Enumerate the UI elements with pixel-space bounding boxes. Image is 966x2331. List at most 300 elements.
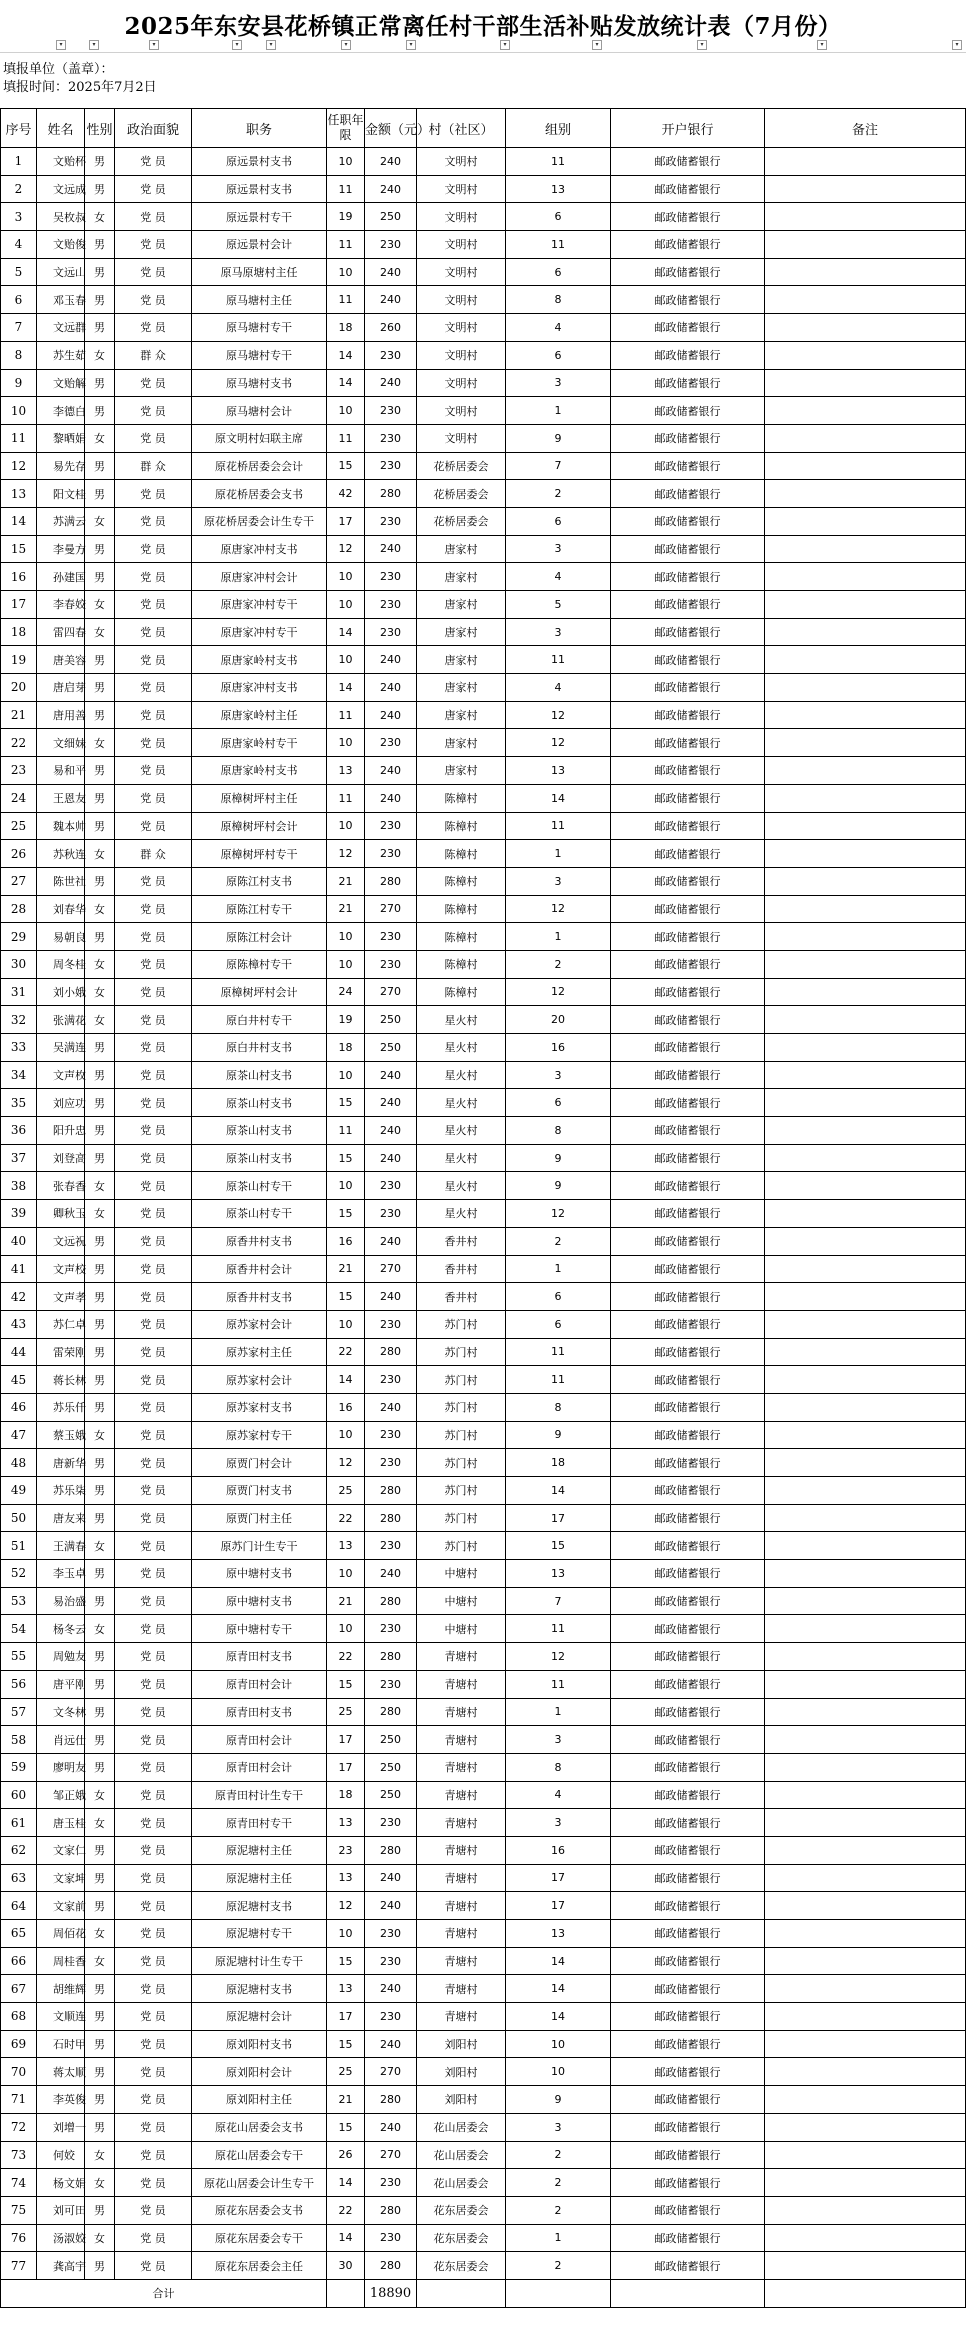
cell-remark	[765, 2030, 966, 2058]
cell-position: 原樟树坪村会计	[192, 978, 327, 1006]
cell-seq: 22	[1, 729, 37, 757]
cell-tenure: 15	[327, 1144, 365, 1172]
cell-gender: 男	[85, 646, 115, 674]
cell-tenure: 10	[327, 812, 365, 840]
cell-gender: 男	[85, 1227, 115, 1255]
cell-political: 党 员	[115, 286, 192, 314]
filter-dropdown-icon[interactable]: ▾	[406, 40, 416, 50]
cell-group: 2	[506, 950, 611, 978]
cell-position: 原泥塘村会计	[192, 2003, 327, 2031]
cell-group: 17	[506, 1864, 611, 1892]
cell-political: 党 员	[115, 2086, 192, 2114]
table-row	[1, 1532, 966, 1560]
cell-name: 刘应功	[37, 1089, 85, 1117]
cell-bank: 邮政储蓄银行	[611, 1144, 765, 1172]
cell-tenure: 22	[327, 1338, 365, 1366]
cell-gender: 男	[85, 701, 115, 729]
cell-remark	[765, 1310, 966, 1338]
cell-group: 7	[506, 1587, 611, 1615]
cell-political: 党 员	[115, 1421, 192, 1449]
cell-amount: 270	[365, 978, 417, 1006]
cell-village: 唐家村	[417, 618, 506, 646]
cell-seq: 33	[1, 1034, 37, 1062]
cell-name: 易治盛	[37, 1587, 85, 1615]
cell-seq: 60	[1, 1781, 37, 1809]
cell-bank: 邮政储蓄银行	[611, 646, 765, 674]
cell-group: 4	[506, 1781, 611, 1809]
cell-amount: 270	[365, 2141, 417, 2169]
cell-remark	[765, 1753, 966, 1781]
cell-tenure: 22	[327, 1643, 365, 1671]
table-row	[1, 2113, 966, 2141]
cell-name: 杨文娟	[37, 2169, 85, 2197]
cell-political: 群 众	[115, 341, 192, 369]
filter-dropdown-icon[interactable]: ▾	[232, 40, 242, 50]
cell-name: 文贻俊	[37, 231, 85, 259]
cell-bank: 邮政储蓄银行	[611, 1753, 765, 1781]
cell-group: 14	[506, 1947, 611, 1975]
cell-bank: 邮政储蓄银行	[611, 618, 765, 646]
cell-gender: 男	[85, 674, 115, 702]
filter-dropdown-icon[interactable]: ▾	[89, 40, 99, 50]
table-row	[1, 895, 966, 923]
cell-village: 唐家村	[417, 674, 506, 702]
cell-village: 星火村	[417, 1117, 506, 1145]
cell-group: 8	[506, 1753, 611, 1781]
cell-amount: 250	[365, 203, 417, 231]
cell-position: 原马塘村会计	[192, 397, 327, 425]
cell-remark	[765, 314, 966, 342]
cell-tenure: 15	[327, 1947, 365, 1975]
cell-remark	[765, 1338, 966, 1366]
cell-bank: 邮政储蓄银行	[611, 784, 765, 812]
cell-bank: 邮政储蓄银行	[611, 535, 765, 563]
cell-gender: 男	[85, 1366, 115, 1394]
cell-bank: 邮政储蓄银行	[611, 2252, 765, 2280]
cell-group: 12	[506, 701, 611, 729]
cell-group: 10	[506, 2030, 611, 2058]
cell-bank: 邮政储蓄银行	[611, 2141, 765, 2169]
cell-gender: 男	[85, 148, 115, 176]
cell-remark	[765, 231, 966, 259]
cell-remark	[765, 591, 966, 619]
cell-position: 原唐家冲村支书	[192, 535, 327, 563]
cell-position: 原远景村会计	[192, 231, 327, 259]
cell-village: 星火村	[417, 1144, 506, 1172]
cell-tenure: 18	[327, 314, 365, 342]
cell-group: 3	[506, 867, 611, 895]
cell-position: 原茶山村专干	[192, 1200, 327, 1228]
cell-village: 青塘村	[417, 1753, 506, 1781]
cell-tenure: 19	[327, 1006, 365, 1034]
filter-dropdown-icon[interactable]: ▾	[56, 40, 66, 50]
cell-seq: 52	[1, 1560, 37, 1588]
cell-position: 原青田村支书	[192, 1698, 327, 1726]
cell-gender: 男	[85, 1310, 115, 1338]
cell-name: 卿秋玉	[37, 1200, 85, 1228]
col-header-group: 组别	[506, 109, 611, 148]
cell-bank: 邮政储蓄银行	[611, 701, 765, 729]
cell-bank: 邮政储蓄银行	[611, 729, 765, 757]
filter-dropdown-icon[interactable]: ▾	[952, 40, 962, 50]
cell-tenure: 15	[327, 2030, 365, 2058]
cell-tenure: 10	[327, 1061, 365, 1089]
cell-name: 苏仁卓	[37, 1310, 85, 1338]
cell-seq: 53	[1, 1587, 37, 1615]
cell-name: 王恩友	[37, 784, 85, 812]
cell-bank: 邮政储蓄银行	[611, 2003, 765, 2031]
table-row	[1, 1393, 966, 1421]
cell-tenure: 21	[327, 895, 365, 923]
cell-gender: 男	[85, 314, 115, 342]
cell-village: 文明村	[417, 258, 506, 286]
cell-gender: 女	[85, 2169, 115, 2197]
cell-gender: 男	[85, 2030, 115, 2058]
cell-village: 中塘村	[417, 1587, 506, 1615]
cell-village: 唐家村	[417, 563, 506, 591]
cell-political: 党 员	[115, 1920, 192, 1948]
cell-amount: 230	[365, 591, 417, 619]
cell-political: 党 员	[115, 978, 192, 1006]
cell-group: 11	[506, 1615, 611, 1643]
cell-position: 原泥塘村主任	[192, 1864, 327, 1892]
cell-position: 原泥塘村专干	[192, 1920, 327, 1948]
table-row	[1, 507, 966, 535]
filter-dropdown-icon[interactable]: ▾	[817, 40, 827, 50]
cell-political: 党 员	[115, 1089, 192, 1117]
cell-remark	[765, 1255, 966, 1283]
cell-seq: 59	[1, 1753, 37, 1781]
cell-position: 原唐家冲村支书	[192, 674, 327, 702]
cell-bank: 邮政储蓄银行	[611, 1643, 765, 1671]
cell-political: 党 员	[115, 1227, 192, 1255]
cell-political: 党 员	[115, 784, 192, 812]
cell-gender: 男	[85, 1034, 115, 1062]
cell-tenure: 14	[327, 1366, 365, 1394]
cell-bank: 邮政储蓄银行	[611, 148, 765, 176]
cell-position: 原唐家冲村专干	[192, 591, 327, 619]
cell-gender: 男	[85, 535, 115, 563]
cell-seq: 19	[1, 646, 37, 674]
cell-seq: 3	[1, 203, 37, 231]
cell-bank: 邮政储蓄银行	[611, 1034, 765, 1062]
cell-name: 苏乐仟	[37, 1393, 85, 1421]
cell-bank: 邮政储蓄银行	[611, 1947, 765, 1975]
cell-name: 文远山	[37, 258, 85, 286]
cell-tenure: 21	[327, 1255, 365, 1283]
cell-tenure: 10	[327, 1615, 365, 1643]
table-row	[1, 1643, 966, 1671]
cell-position: 原陈江村专干	[192, 895, 327, 923]
cell-political: 党 员	[115, 867, 192, 895]
cell-tenure: 15	[327, 1089, 365, 1117]
cell-bank: 邮政储蓄银行	[611, 757, 765, 785]
table-row	[1, 1200, 966, 1228]
cell-village: 中塘村	[417, 1560, 506, 1588]
cell-group: 3	[506, 618, 611, 646]
cell-name: 黎晒娟	[37, 424, 85, 452]
cell-position: 原茶山村支书	[192, 1144, 327, 1172]
col-header-bank: 开户银行	[611, 109, 765, 148]
table-row	[1, 148, 966, 176]
cell-bank: 邮政储蓄银行	[611, 895, 765, 923]
table-row	[1, 1061, 966, 1089]
cell-bank: 邮政储蓄银行	[611, 1504, 765, 1532]
cell-political: 党 员	[115, 812, 192, 840]
cell-name: 文细妹	[37, 729, 85, 757]
cell-political: 党 员	[115, 1836, 192, 1864]
col-header-tenure: 任职年限	[327, 109, 365, 148]
table-row	[1, 258, 966, 286]
cell-seq: 66	[1, 1947, 37, 1975]
cell-bank: 邮政储蓄银行	[611, 867, 765, 895]
cell-name: 蒋太顺	[37, 2058, 85, 2086]
cell-bank: 邮政储蓄银行	[611, 2169, 765, 2197]
cell-name: 文声校	[37, 1255, 85, 1283]
cell-seq: 44	[1, 1338, 37, 1366]
cell-name: 何姣	[37, 2141, 85, 2169]
cell-village: 青塘村	[417, 2003, 506, 2031]
cell-bank: 邮政储蓄银行	[611, 1781, 765, 1809]
cell-tenure: 13	[327, 1864, 365, 1892]
cell-tenure: 10	[327, 563, 365, 591]
cell-seq: 2	[1, 175, 37, 203]
cell-position: 原茶山村支书	[192, 1089, 327, 1117]
cell-political: 党 员	[115, 507, 192, 535]
cell-amount: 230	[365, 812, 417, 840]
cell-name: 文远群	[37, 314, 85, 342]
cell-village: 苏门村	[417, 1532, 506, 1560]
cell-gender: 女	[85, 1200, 115, 1228]
cell-seq: 38	[1, 1172, 37, 1200]
cell-gender: 女	[85, 2224, 115, 2252]
cell-bank: 邮政储蓄银行	[611, 397, 765, 425]
cell-gender: 男	[85, 397, 115, 425]
cell-village: 青塘村	[417, 1836, 506, 1864]
cell-tenure: 13	[327, 1975, 365, 2003]
cell-group: 7	[506, 452, 611, 480]
cell-name: 文声孝	[37, 1283, 85, 1311]
cell-seq: 4	[1, 231, 37, 259]
cell-seq: 64	[1, 1892, 37, 1920]
cell-tenure: 15	[327, 2113, 365, 2141]
cell-position: 原中塘村专干	[192, 1615, 327, 1643]
filter-dropdown-icon[interactable]: ▾	[592, 40, 602, 50]
cell-village: 陈樟村	[417, 867, 506, 895]
cell-group: 17	[506, 1504, 611, 1532]
cell-remark	[765, 840, 966, 868]
cell-group: 11	[506, 1366, 611, 1394]
cell-position: 原苏门计生专干	[192, 1532, 327, 1560]
cell-name: 苏乐柒	[37, 1477, 85, 1505]
cell-remark	[765, 1643, 966, 1671]
cell-bank: 邮政储蓄银行	[611, 1615, 765, 1643]
cell-tenure: 13	[327, 757, 365, 785]
cell-seq: 11	[1, 424, 37, 452]
cell-village: 唐家村	[417, 757, 506, 785]
cell-seq: 16	[1, 563, 37, 591]
cell-tenure: 15	[327, 1283, 365, 1311]
total-blank-cell	[506, 2279, 611, 2307]
filter-dropdown-icon[interactable]: ▾	[697, 40, 707, 50]
cell-political: 党 员	[115, 1117, 192, 1145]
cell-bank: 邮政储蓄银行	[611, 369, 765, 397]
cell-name: 李玉卓	[37, 1560, 85, 1588]
cell-tenure: 15	[327, 1200, 365, 1228]
filter-dropdown-icon[interactable]: ▾	[266, 40, 276, 50]
cell-name: 刘小娥	[37, 978, 85, 1006]
table-row	[1, 784, 966, 812]
cell-village: 苏门村	[417, 1366, 506, 1394]
cell-tenure: 17	[327, 2003, 365, 2031]
cell-amount: 240	[365, 701, 417, 729]
cell-amount: 240	[365, 175, 417, 203]
cell-tenure: 21	[327, 867, 365, 895]
table-row	[1, 812, 966, 840]
cell-political: 党 员	[115, 1864, 192, 1892]
cell-bank: 邮政储蓄银行	[611, 1283, 765, 1311]
cell-remark	[765, 1670, 966, 1698]
cell-village: 苏门村	[417, 1338, 506, 1366]
cell-position: 原花桥居委会支书	[192, 480, 327, 508]
filter-dropdown-icon[interactable]: ▾	[341, 40, 351, 50]
table-row	[1, 203, 966, 231]
cell-group: 16	[506, 1034, 611, 1062]
cell-amount: 270	[365, 1255, 417, 1283]
table-row	[1, 646, 966, 674]
cell-bank: 邮政储蓄银行	[611, 1061, 765, 1089]
cell-group: 11	[506, 231, 611, 259]
cell-bank: 邮政储蓄银行	[611, 1006, 765, 1034]
cell-name: 李英俊	[37, 2086, 85, 2114]
cell-name: 阳文桂	[37, 480, 85, 508]
cell-amount: 230	[365, 341, 417, 369]
cell-remark	[765, 1920, 966, 1948]
cell-position: 原刘阳村会计	[192, 2058, 327, 2086]
cell-seq: 8	[1, 341, 37, 369]
table-row	[1, 1255, 966, 1283]
cell-amount: 280	[365, 1338, 417, 1366]
filter-dropdown-icon[interactable]: ▾	[149, 40, 159, 50]
cell-group: 1	[506, 923, 611, 951]
cell-group: 9	[506, 1421, 611, 1449]
cell-name: 唐友来	[37, 1504, 85, 1532]
cell-political: 党 员	[115, 1753, 192, 1781]
cell-position: 原樟树坪村专干	[192, 840, 327, 868]
total-label: 合计	[1, 2279, 327, 2307]
cell-political: 党 员	[115, 314, 192, 342]
cell-name: 蒋长林	[37, 1366, 85, 1394]
cell-name: 苏秋连	[37, 840, 85, 868]
cell-remark	[765, 1726, 966, 1754]
cell-remark	[765, 148, 966, 176]
cell-amount: 280	[365, 2196, 417, 2224]
cell-gender: 男	[85, 2003, 115, 2031]
cell-tenure: 16	[327, 1227, 365, 1255]
cell-gender: 男	[85, 480, 115, 508]
cell-bank: 邮政储蓄银行	[611, 2113, 765, 2141]
header-row	[1, 109, 966, 148]
cell-group: 1	[506, 1255, 611, 1283]
table-row	[1, 757, 966, 785]
cell-village: 刘阳村	[417, 2086, 506, 2114]
cell-remark	[765, 1421, 966, 1449]
cell-village: 文明村	[417, 286, 506, 314]
cell-bank: 邮政储蓄银行	[611, 1587, 765, 1615]
cell-tenure: 10	[327, 148, 365, 176]
cell-name: 刘增一	[37, 2113, 85, 2141]
cell-tenure: 10	[327, 1560, 365, 1588]
cell-seq: 5	[1, 258, 37, 286]
table-row	[1, 369, 966, 397]
cell-remark	[765, 563, 966, 591]
cell-position: 原苏家村专干	[192, 1421, 327, 1449]
cell-name: 苏满云	[37, 507, 85, 535]
cell-village: 花山居委会	[417, 2141, 506, 2169]
cell-amount: 230	[365, 1366, 417, 1394]
cell-remark	[765, 1006, 966, 1034]
cell-position: 原唐家岭村支书	[192, 646, 327, 674]
cell-remark	[765, 1200, 966, 1228]
table-row	[1, 175, 966, 203]
table-row	[1, 1560, 966, 1588]
total-blank-cell	[327, 2279, 365, 2307]
cell-gender: 男	[85, 867, 115, 895]
cell-name: 文顺连	[37, 2003, 85, 2031]
table-row	[1, 1809, 966, 1837]
cell-bank: 邮政储蓄银行	[611, 2058, 765, 2086]
cell-remark	[765, 1864, 966, 1892]
cell-remark	[765, 618, 966, 646]
cell-group: 1	[506, 2224, 611, 2252]
filter-dropdown-icon[interactable]: ▾	[500, 40, 510, 50]
cell-bank: 邮政储蓄银行	[611, 563, 765, 591]
cell-political: 党 员	[115, 1310, 192, 1338]
cell-political: 党 员	[115, 2169, 192, 2197]
cell-seq: 13	[1, 480, 37, 508]
cell-remark	[765, 784, 966, 812]
cell-amount: 280	[365, 2086, 417, 2114]
cell-political: 党 员	[115, 1449, 192, 1477]
cell-seq: 58	[1, 1726, 37, 1754]
cell-name: 易先存	[37, 452, 85, 480]
cell-village: 星火村	[417, 1061, 506, 1089]
cell-tenure: 14	[327, 369, 365, 397]
cell-group: 8	[506, 1393, 611, 1421]
table-row	[1, 1283, 966, 1311]
cell-group: 18	[506, 1449, 611, 1477]
cell-political: 党 员	[115, 1200, 192, 1228]
table-row	[1, 1781, 966, 1809]
cell-bank: 邮政储蓄银行	[611, 1560, 765, 1588]
cell-gender: 女	[85, 1920, 115, 1948]
cell-bank: 邮政储蓄银行	[611, 1421, 765, 1449]
cell-amount: 240	[365, 674, 417, 702]
cell-name: 雷四春	[37, 618, 85, 646]
cell-bank: 邮政储蓄银行	[611, 2196, 765, 2224]
cell-tenure: 10	[327, 397, 365, 425]
cell-amount: 240	[365, 1892, 417, 1920]
cell-amount: 240	[365, 1144, 417, 1172]
cell-bank: 邮政储蓄银行	[611, 674, 765, 702]
cell-position: 原茶山村支书	[192, 1117, 327, 1145]
cell-position: 原花桥居委会计生专干	[192, 507, 327, 535]
cell-remark	[765, 1836, 966, 1864]
cell-bank: 邮政储蓄银行	[611, 286, 765, 314]
document-title: 2025年东安县花桥镇正常离任村干部生活补贴发放统计表（7月份）	[124, 13, 842, 40]
cell-gender: 男	[85, 1283, 115, 1311]
cell-remark	[765, 1034, 966, 1062]
